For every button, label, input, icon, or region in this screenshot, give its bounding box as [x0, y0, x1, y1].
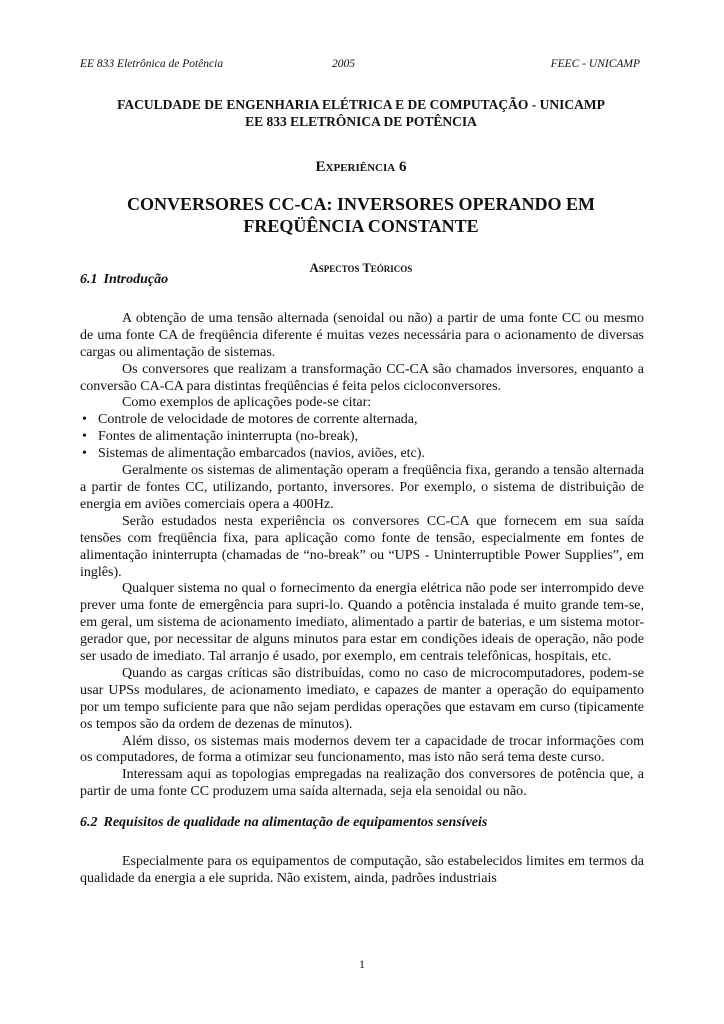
- list-item: [80, 446, 644, 463]
- bullet-icon: •: [82, 429, 87, 445]
- document-body: [80, 272, 644, 888]
- list-item: [80, 412, 644, 429]
- list-item: [80, 429, 644, 446]
- header-institution: FEEC - UNICAMP: [550, 58, 640, 70]
- header-course: EE 833 Eletrônica de Potência: [80, 58, 224, 70]
- subtitle: Aspectos Teóricos: [309, 261, 413, 275]
- title-block: [80, 96, 642, 276]
- paragraph: Quando as cargas críticas são distribuídas, como no caso de microcomputadores, podem-se usar UPSs modulares, de acionamento imediato, e capazes de manter a operação do equipamento por um tempo suficiente para que não sejam perdidas operações que estavam em curso (tipicamente os tempos são da ordem de dezenas de minutos).: [80, 665, 644, 732]
- applications-list: [80, 412, 644, 463]
- list-item-text: Fontes de alimentação ininterrupta (no-break),: [98, 429, 359, 445]
- paragraph: Geralmente os sistemas de alimentação operam a freqüência fixa, gerando a tensão alternada a partir de fontes CC, utilizando, portanto, inversores. Por exemplo, o sistema de distribuição de energia em aviões comerciais opera a 400Hz.: [80, 463, 644, 512]
- section-number: 6.2: [80, 815, 98, 831]
- page-number: 1: [359, 957, 365, 971]
- paragraph: Os conversores que realizam a transformação CC-CA são chamados inversores, enquanto a conversão CA-CA para distintas freqüências é feita pelos cicloconversores.: [80, 361, 644, 394]
- section-heading-6-1: [80, 272, 644, 289]
- bullet-icon: •: [82, 446, 87, 462]
- paragraph: A obtenção de uma tensão alternada (senoidal ou não) a partir de uma fonte CC ou mesmo de uma fonte CA de freqüência diferente é muitas vezes necessária para o acionamento de diversas cargas ou alimentação de sistemas.: [80, 310, 644, 360]
- paragraph: Serão estudados nesta experiência os conversores CC-CA que fornecem em sua saída tensões com freqüência fixa, para aplicação como fonte de tensão, especialmente em fontes de alimentação ininterrupta (chamadas de “no-break” ou “UPS - Uninterruptible Power Supplies”, em inglês).: [80, 513, 644, 580]
- paragraph: Além disso, os sistemas mais modernos devem ter a capacidade de trocar informações com os computadores, de forma a otimizar seu funcionamento, mas isto não será tema deste curso.: [80, 733, 644, 766]
- experiment-heading: Experiência 6: [315, 159, 407, 175]
- section-number: 6.1: [80, 272, 98, 287]
- document-title-line-2: FREQÜÊNCIA CONSTANTE: [243, 216, 479, 236]
- document-title-line-1: CONVERSORES CC-CA: INVERSORES OPERANDO EM: [126, 194, 596, 214]
- paragraph: Como exemplos de aplicações pode-se citar:: [122, 395, 372, 411]
- institution-line-2: EE 833 ELETRÔNICA DE POTÊNCIA: [245, 114, 477, 129]
- section-title: Introdução: [103, 272, 169, 287]
- list-item-text: Controle de velocidade de motores de corrente alternada,: [98, 412, 418, 428]
- paragraph: Especialmente para os equipamentos de computação, são estabelecidos limites em termos da qualidade da energia a ele suprida. Não existem, ainda, padrões industriais: [80, 854, 644, 886]
- institution-line-1: FACULDADE DE ENGENHARIA ELÉTRICA E DE COMPUTAÇÃO - UNICAMP: [117, 97, 605, 112]
- bullet-icon: •: [82, 412, 87, 428]
- list-item-text: Sistemas de alimentação embarcados (navios, aviões, etc).: [98, 446, 425, 462]
- section-heading-6-2: [80, 815, 644, 832]
- paragraph: Interessam aqui as topologias empregadas na realização dos conversores de potência que, a partir de uma fonte CC produzem uma saída alternada, seja ela senoidal ou não.: [80, 767, 644, 800]
- header-year: 2005: [332, 58, 355, 70]
- page-header: [80, 58, 640, 74]
- paragraph: Qualquer sistema no qual o fornecimento da energia elétrica não pode ser interrompido deve prever uma fonte de emergência para supri-lo. Quando a potência instalada é muito grande tem-se, em geral, um sistema de acionamento imediato, alimentado a partir de baterias, e um sistema motor-gerador que, por necessitar de alguns minutos para estar em condições ideais de operação, não pode ser usado de imediato. Tal arranjo é usado, por exemplo, em centrais telefônicas, hospitais, etc.: [80, 581, 644, 665]
- section-title: Requisitos de qualidade na alimentação de equipamentos sensíveis: [103, 815, 488, 831]
